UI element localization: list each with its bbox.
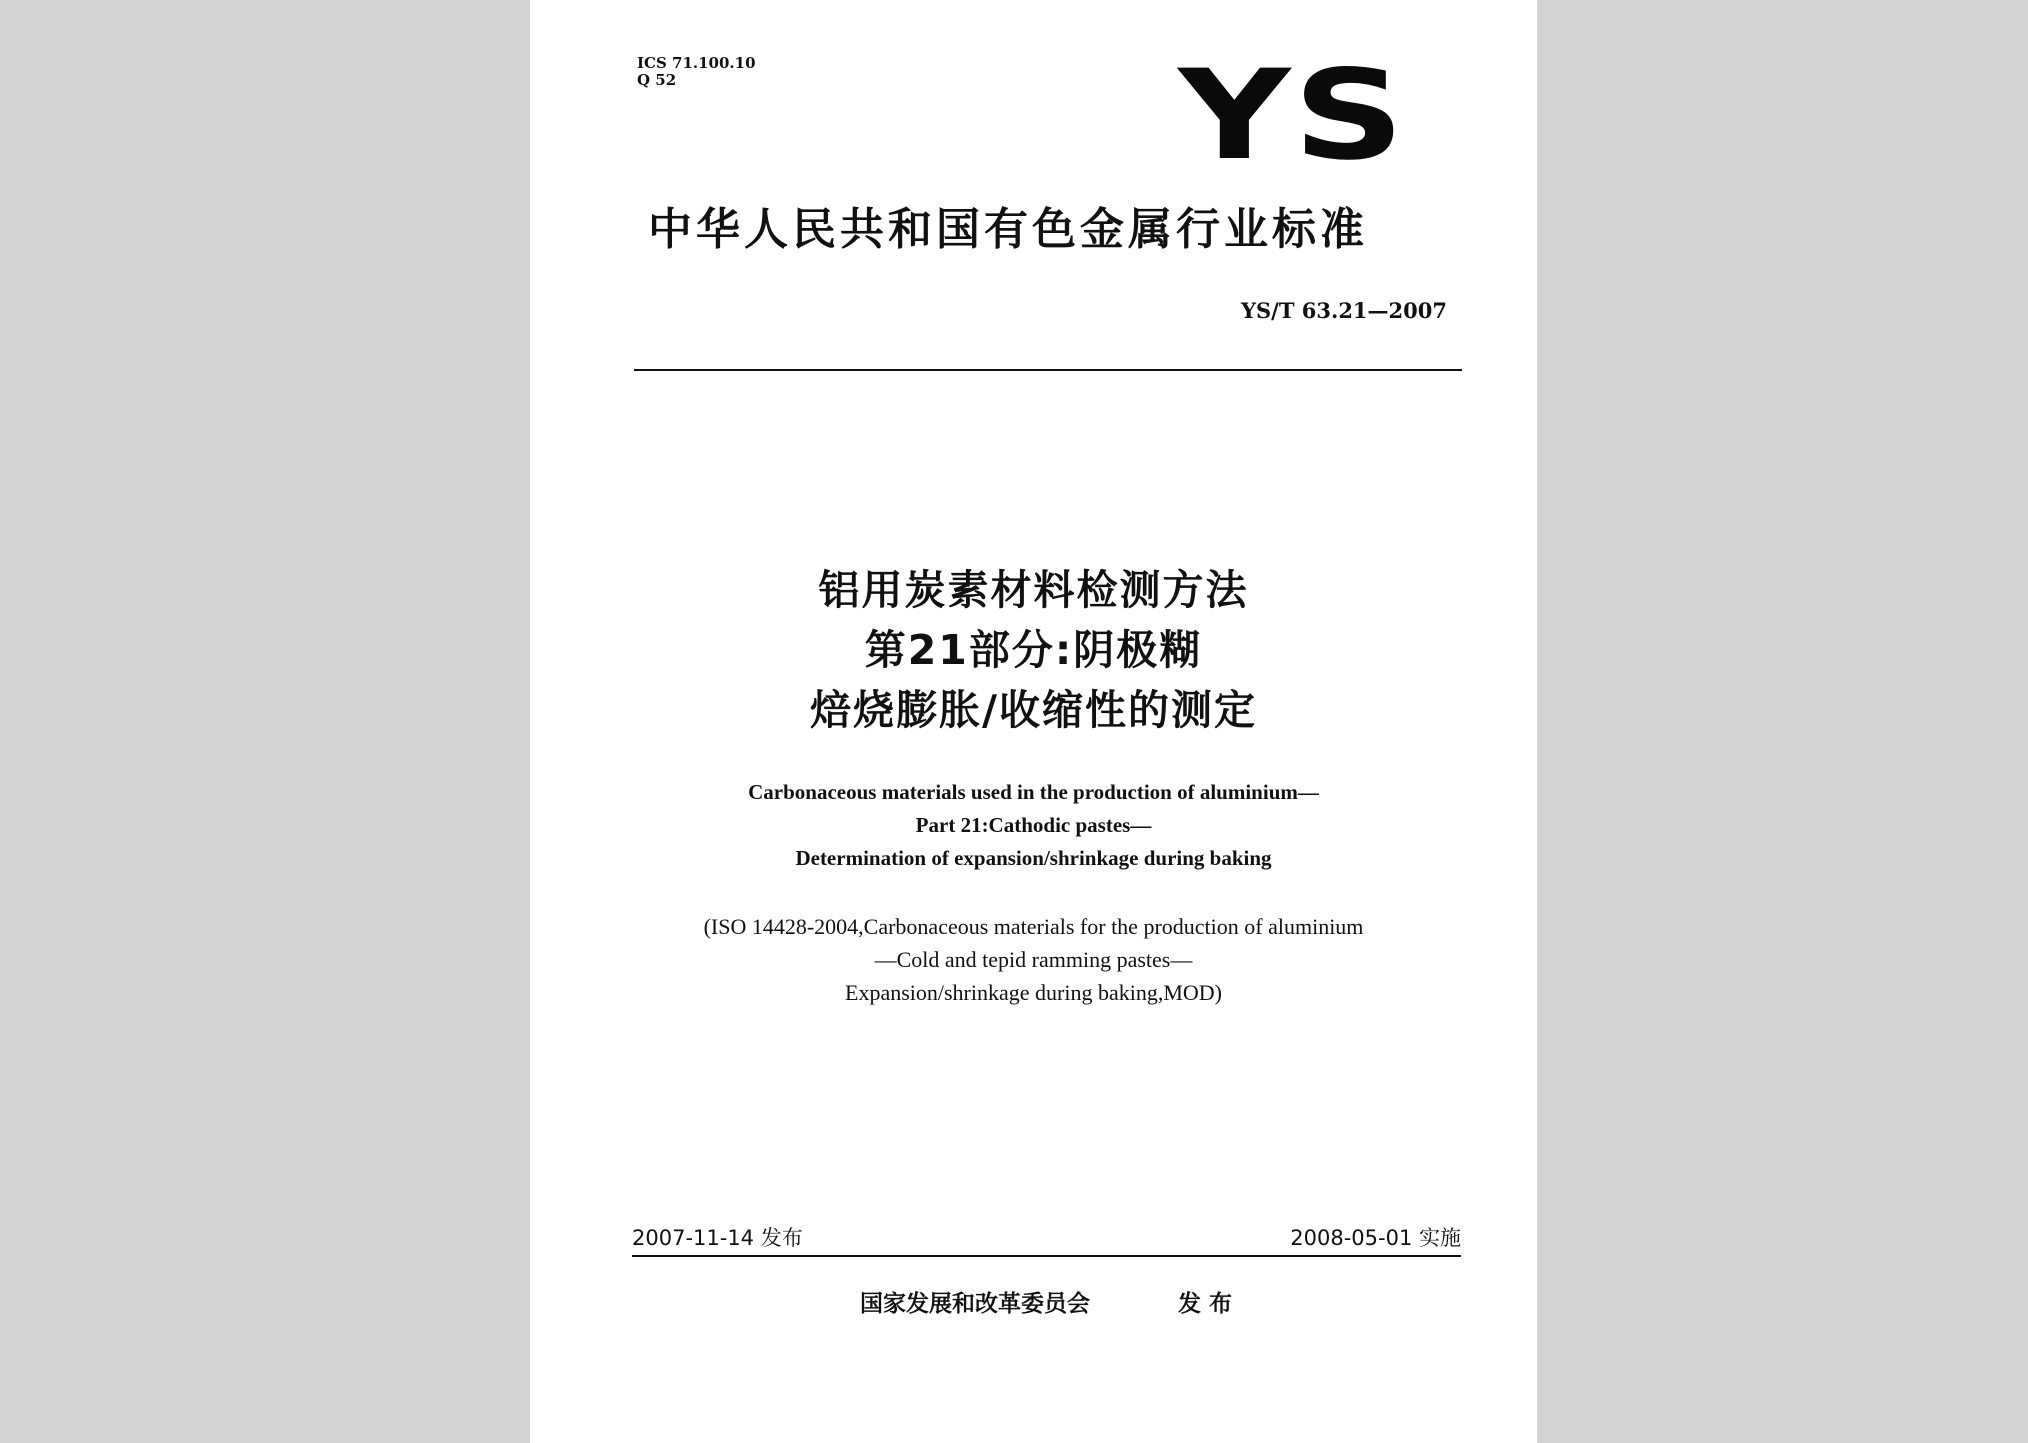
document-page xyxy=(530,0,1537,1443)
issue-date: 2007-11-14 发布 xyxy=(632,1226,803,1250)
iso-reference-block xyxy=(530,910,1537,1009)
publish-label: 发 布 xyxy=(1178,1291,1233,1317)
title-zh-line: 铝用炭素材料检测方法 xyxy=(818,566,1249,614)
standard-number: YS/T 63.21—2007 xyxy=(1241,298,1447,323)
title-en-line: Determination of expansion/shrinkage during baking xyxy=(795,846,1272,870)
title-zh-line: 焙烧膨胀/收缩性的测定 xyxy=(810,686,1257,734)
ics-code: ICS 71.100.10 xyxy=(637,54,756,72)
title-en-block xyxy=(530,776,1537,875)
title-zh-block xyxy=(530,560,1537,740)
header-divider xyxy=(634,369,1462,371)
ys-logo: YS xyxy=(1178,44,1407,188)
iso-reference-line: —Cold and tepid ramming pastes— xyxy=(874,947,1193,972)
implement-date: 2008-05-01 实施 xyxy=(1290,1226,1461,1250)
ccs-code: Q 52 xyxy=(637,71,677,89)
iso-reference-line: (ISO 14428-2004,Carbonaceous materials for the production of aluminium xyxy=(703,914,1364,939)
iso-reference-line: Expansion/shrinkage during baking,MOD) xyxy=(845,980,1222,1005)
title-en-line: Part 21:Cathodic pastes— xyxy=(915,813,1152,837)
title-en-line: Carbonaceous materials used in the production of aluminium— xyxy=(748,780,1319,804)
publisher-name: 国家发展和改革委员会 xyxy=(860,1291,1090,1317)
category-title: 中华人民共和国有色金属行业标准 xyxy=(648,204,1368,255)
footer-divider xyxy=(632,1255,1461,1257)
title-zh-line: 第21部分:阴极糊 xyxy=(864,626,1203,674)
